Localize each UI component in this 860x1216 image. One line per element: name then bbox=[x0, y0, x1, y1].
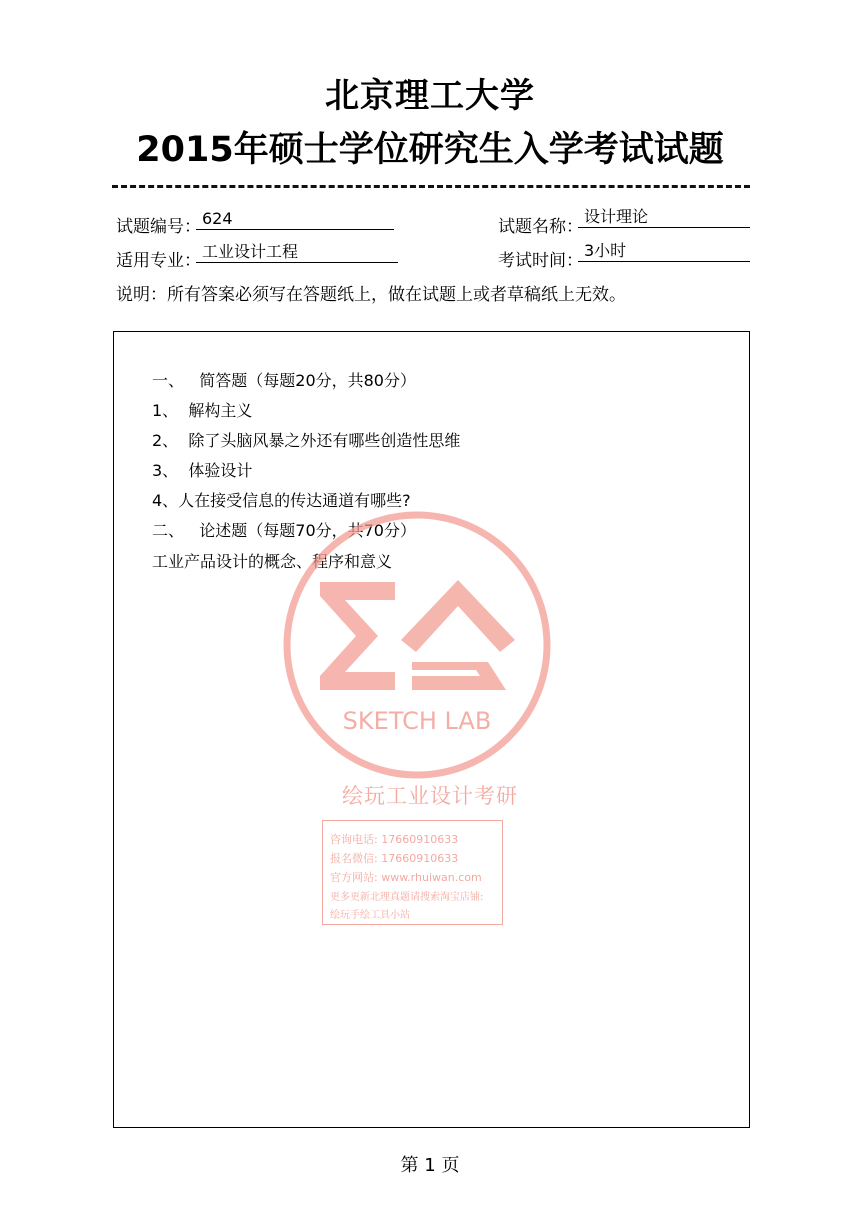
question-4: 4、人在接受信息的传达通道有哪些? bbox=[152, 491, 411, 510]
time-label: 考试时间： bbox=[498, 251, 583, 271]
page-number: 第 1 页 bbox=[400, 1155, 460, 1176]
code-label: 试题编号： bbox=[116, 217, 201, 237]
watermark-more: 更多更新北理真题请搜索淘宝店铺: bbox=[330, 892, 484, 903]
name-label: 试题名称： bbox=[498, 217, 583, 237]
question-5: 工业产品设计的概念、程序和意义 bbox=[152, 552, 393, 571]
major-label: 适用专业： bbox=[116, 251, 201, 271]
watermark-shop: 绘玩手绘工具小站 bbox=[330, 910, 410, 921]
watermark-slogan: 绘玩工业设计考研 bbox=[342, 784, 518, 808]
question-1: 1、 解构主义 bbox=[152, 401, 253, 420]
major-value: 工业设计工程 bbox=[196, 242, 398, 263]
watermark-consult: 咨询电话: 17660910633 bbox=[330, 833, 459, 846]
section2-title: 二、 论述题（每题70分，共70分） bbox=[152, 521, 416, 540]
university-title: 北京理工大学 bbox=[325, 76, 535, 116]
question-3: 3、 体验设计 bbox=[152, 461, 253, 480]
watermark-wechat: 报名微信: 17660910633 bbox=[330, 852, 459, 865]
time-value: 3小时 bbox=[578, 241, 750, 262]
section1-title: 一、 简答题（每题20分，共80分） bbox=[152, 371, 416, 390]
watermark-brand: SKETCH LAB bbox=[342, 707, 492, 735]
watermark-contact-box bbox=[322, 820, 503, 925]
exam-title: 2015年硕士学位研究生入学考试试题 bbox=[136, 130, 724, 170]
question-2: 2、 除了头脑风暴之外还有哪些创造性思维 bbox=[152, 431, 461, 450]
name-value: 设计理论 bbox=[578, 207, 750, 228]
instructions-note: 说明：所有答案必须写在答题纸上，做在试题上或者草稿纸上无效。 bbox=[116, 285, 626, 305]
code-value: 624 bbox=[196, 209, 394, 230]
watermark-site: 官方网站: www.rhuiwan.com bbox=[330, 871, 482, 884]
